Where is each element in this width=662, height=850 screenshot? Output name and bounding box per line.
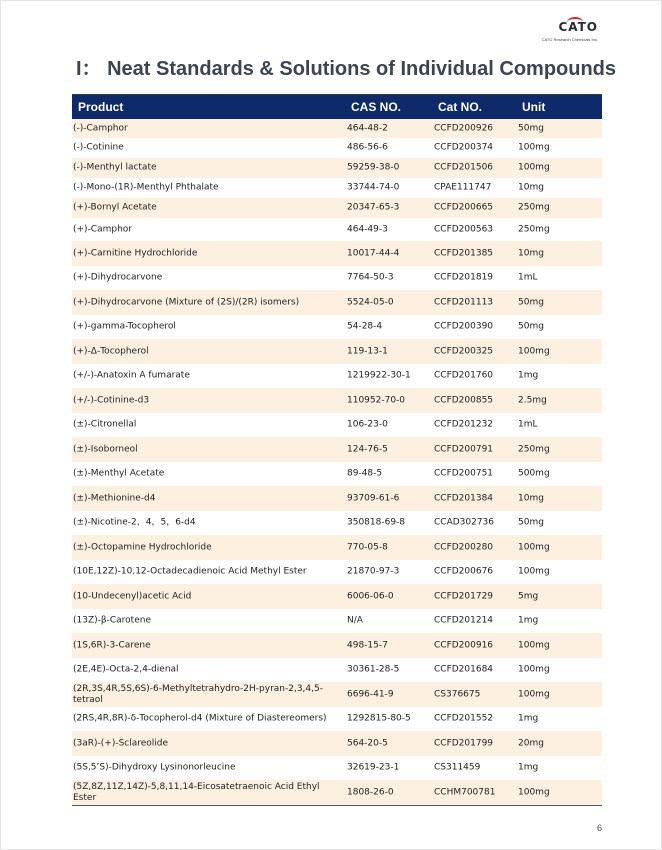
- unit-cell: 100mg: [518, 346, 550, 356]
- unit-cell: 100mg: [518, 142, 550, 153]
- cat-cell: CCFD201384: [434, 493, 494, 503]
- unit-cell: 5mg: [518, 591, 539, 601]
- cat-cell: CCFD201232: [434, 419, 494, 430]
- cas-cell: 464-48-2: [347, 123, 388, 133]
- product-cell: (+)-Dihydrocarvone (Mixture of (2S)/(2R) isomers): [73, 297, 300, 307]
- table-row: [72, 486, 602, 511]
- cat-cell: CCFD200390: [434, 321, 494, 332]
- cas-cell: 21870-97-3: [347, 566, 400, 577]
- unit-cell: 1mL: [518, 419, 538, 430]
- cas-cell: 10017-44-4: [347, 248, 400, 258]
- cas-cell: N/A: [347, 615, 363, 626]
- unit-cell: 100mg: [518, 162, 550, 173]
- cas-cell: 6006-06-0: [347, 591, 394, 601]
- table-row: [72, 315, 602, 339]
- unit-cell: 100mg: [518, 542, 550, 552]
- product-cell: (±)-Citronellal: [73, 419, 137, 430]
- product-cell: (+)-Camphor: [73, 224, 133, 234]
- cas-cell: 59259-38-0: [347, 162, 400, 173]
- table-bottom-rule: [72, 805, 602, 806]
- unit-cell: 1mL: [518, 272, 538, 283]
- cas-cell: 6696-41-9: [347, 689, 394, 699]
- header-unit: Unit: [522, 100, 546, 114]
- cat-cell: CCAD302736: [434, 517, 495, 528]
- cat-cell: CCFD200916: [434, 640, 494, 650]
- cas-cell: 124-76-5: [347, 444, 388, 454]
- product-cell: (±)-Methionine-d4: [73, 493, 156, 503]
- cat-cell: CCFD200855: [434, 395, 494, 405]
- table-row: [72, 731, 602, 756]
- unit-cell: 250mg: [518, 224, 550, 234]
- cas-cell: 498-15-7: [347, 640, 388, 650]
- table-row: [72, 609, 602, 633]
- cat-cell: CCFD201819: [434, 272, 494, 283]
- cat-cell: CCFD200563: [434, 224, 494, 234]
- table-row: [72, 560, 602, 584]
- cas-cell: 93709-61-6: [347, 493, 400, 503]
- unit-cell: 250mg: [518, 444, 550, 454]
- unit-cell: 20mg: [518, 738, 544, 748]
- product-cell: (-)-Mono-(1R)-Menthyl Phthalate: [73, 182, 219, 193]
- unit-cell: 500mg: [518, 468, 550, 479]
- unit-cell: 1mg: [518, 762, 539, 773]
- product-cell: (+)-Bornyl Acetate: [73, 202, 157, 213]
- unit-cell: 100mg: [518, 689, 550, 699]
- table-header: [72, 94, 602, 119]
- table-row: [72, 138, 602, 158]
- unit-cell: 50mg: [518, 517, 544, 528]
- table-row: [72, 437, 602, 462]
- cas-cell: 30361-28-5: [347, 664, 400, 675]
- cat-cell: CCFD201214: [434, 615, 494, 626]
- unit-cell: 1mg: [518, 713, 539, 724]
- cat-cell: CCFD200280: [434, 542, 494, 552]
- cat-cell: CCFD200325: [434, 346, 494, 356]
- product-cell: (5Z,8Z,11Z,14Z)-5,8,11,14-Eicosatetraenoic Acid Ethyl Ester: [73, 781, 320, 803]
- cat-cell: CS311459: [434, 762, 481, 773]
- table-body: [72, 119, 602, 805]
- product-cell: (+)-gamma-Tocopherol: [73, 321, 176, 332]
- table-row: [72, 462, 602, 486]
- product-cell: (2R,3S,4R,5S,6S)-6-Methyltetrahydro-2H-pyran-2,3,4,5-tetraol: [73, 683, 323, 705]
- cat-cell: CCHM700781: [434, 787, 496, 797]
- unit-cell: 100mg: [518, 640, 550, 650]
- cat-cell: CCFD200926: [434, 123, 494, 133]
- page-title: I： Neat Standards & Solutions of Individual Compounds: [76, 58, 617, 80]
- cat-cell: CCFD201684: [434, 664, 494, 675]
- table-row: [72, 633, 602, 658]
- unit-cell: 10mg: [518, 248, 544, 258]
- cas-cell: 770-05-8: [347, 542, 388, 552]
- table-row: [72, 178, 602, 198]
- table-row: [72, 780, 602, 805]
- product-cell: (2RS,4R,8R)-δ-Tocopherol-d4 (Mixture of Diastereomers): [73, 713, 327, 724]
- cat-cell: CCFD200791: [434, 444, 494, 454]
- unit-cell: 1mg: [518, 370, 539, 381]
- table-row: [72, 290, 602, 315]
- product-cell: (+/-)-Cotinine-d3: [73, 395, 150, 405]
- table-row: [72, 339, 602, 364]
- table-row: [72, 658, 602, 682]
- table-row: [72, 511, 602, 535]
- product-cell: (+)-Δ-Tocopherol: [73, 346, 149, 356]
- table-row: [72, 584, 602, 609]
- product-cell: (±)-Isoborneol: [73, 444, 138, 454]
- header-cat-no: Cat NO.: [438, 100, 483, 114]
- product-cell: (1S,6R)-3-Carene: [73, 640, 151, 650]
- cas-cell: 119-13-1: [347, 346, 388, 356]
- table-row: [72, 119, 602, 138]
- product-cell: (+/-)-Anatoxin A fumarate: [73, 370, 190, 381]
- table-row: [72, 413, 602, 437]
- cas-cell: 110952-70-0: [347, 395, 406, 405]
- cas-cell: 20347-65-3: [347, 202, 400, 213]
- cas-cell: 350818-69-8: [347, 517, 406, 528]
- unit-cell: 100mg: [518, 664, 550, 675]
- table-row: [72, 218, 602, 241]
- table-row: [72, 682, 602, 707]
- cat-cell: CCFD201799: [434, 738, 494, 748]
- product-cell: (13Z)-β-Carotene: [73, 615, 151, 626]
- cas-cell: 486-56-6: [347, 142, 388, 153]
- cat-cell: CCFD200676: [434, 566, 494, 577]
- table-row: [72, 756, 602, 780]
- product-cell: (3aR)-(+)-Sclareolide: [73, 738, 169, 748]
- table-row: [72, 707, 602, 731]
- product-cell: (2E,4E)-Octa-2,4-dienal: [73, 664, 179, 675]
- cat-cell: CCFD201729: [434, 591, 494, 601]
- product-cell: (±)-Menthyl Acetate: [73, 468, 165, 479]
- product-cell: (-)-Cotinine: [73, 142, 124, 153]
- cas-cell: 564-20-5: [347, 738, 388, 748]
- product-cell: (±)-Nicotine-2，4，5，6-d4: [73, 517, 196, 528]
- product-cell: (10E,12Z)-10,12-Octadecadienoic Acid Methyl Ester: [73, 566, 307, 577]
- cas-cell: 33744-74-0: [347, 182, 400, 193]
- cas-cell: 464-49-3: [347, 224, 388, 234]
- unit-cell: 50mg: [518, 123, 544, 133]
- cat-cell: CCFD200374: [434, 142, 494, 153]
- cas-cell: 5524-05-0: [347, 297, 394, 307]
- cas-cell: 32619-23-1: [347, 762, 400, 773]
- cat-cell: CCFD201113: [434, 297, 494, 307]
- cas-cell: 7764-50-3: [347, 272, 394, 283]
- cat-cell: CCFD201760: [434, 370, 494, 381]
- cas-cell: 1292815-80-5: [347, 713, 411, 724]
- cat-cell: CPAE111747: [434, 182, 492, 193]
- cat-cell: CCFD201552: [434, 713, 494, 724]
- unit-cell: 50mg: [518, 297, 544, 307]
- cat-cell: CCFD200665: [434, 202, 494, 213]
- table-row: [72, 535, 602, 560]
- cat-cell: CS376675: [434, 689, 481, 699]
- cat-cell: CCFD200751: [434, 468, 494, 479]
- logo-tagline: CATO Research Chemicals Inc.: [541, 37, 598, 42]
- logo-brand-text: CATO: [558, 20, 598, 34]
- unit-cell: 100mg: [518, 787, 550, 797]
- cas-cell: 106-23-0: [347, 419, 388, 430]
- product-cell: (5S,5’S)-Dihydroxy Lysinonorleucine: [73, 762, 236, 773]
- unit-cell: 10mg: [518, 182, 544, 193]
- unit-cell: 10mg: [518, 493, 544, 503]
- unit-cell: 250mg: [518, 202, 550, 213]
- table-row: [72, 158, 602, 178]
- cato-logo: [518, 18, 598, 42]
- cat-cell: CCFD201506: [434, 162, 494, 173]
- table-row: [72, 388, 602, 413]
- unit-cell: 50mg: [518, 321, 544, 332]
- cas-cell: 1219922-30-1: [347, 370, 411, 381]
- table-row: [72, 241, 602, 266]
- product-cell: (+)-Dihydrocarvone: [73, 272, 163, 283]
- cas-cell: 1808-26-0: [347, 787, 394, 797]
- product-table: [72, 94, 602, 806]
- unit-cell: 100mg: [518, 566, 550, 577]
- product-cell: (-)-Menthyl lactate: [73, 162, 157, 173]
- logo-wordmark: [558, 20, 598, 34]
- header-product: Product: [78, 100, 124, 114]
- logo-swoosh-icon: [567, 17, 583, 27]
- unit-cell: 2.5mg: [518, 395, 547, 405]
- cas-cell: 89-48-5: [347, 468, 383, 479]
- product-cell: (+)-Carnitine Hydrochloride: [73, 248, 198, 258]
- table-row: [72, 364, 602, 388]
- product-cell: (-)-Camphor: [73, 123, 128, 133]
- table-row: [72, 198, 602, 218]
- header-cas-no: CAS NO.: [351, 100, 402, 114]
- unit-cell: 1mg: [518, 615, 539, 626]
- product-cell: (±)-Octopamine Hydrochloride: [73, 542, 212, 552]
- page-number: 6: [596, 823, 602, 833]
- table-row: [72, 266, 602, 290]
- product-cell: (10-Undecenyl)acetic Acid: [73, 591, 192, 601]
- cas-cell: 54-28-4: [347, 321, 383, 332]
- cat-cell: CCFD201385: [434, 248, 494, 258]
